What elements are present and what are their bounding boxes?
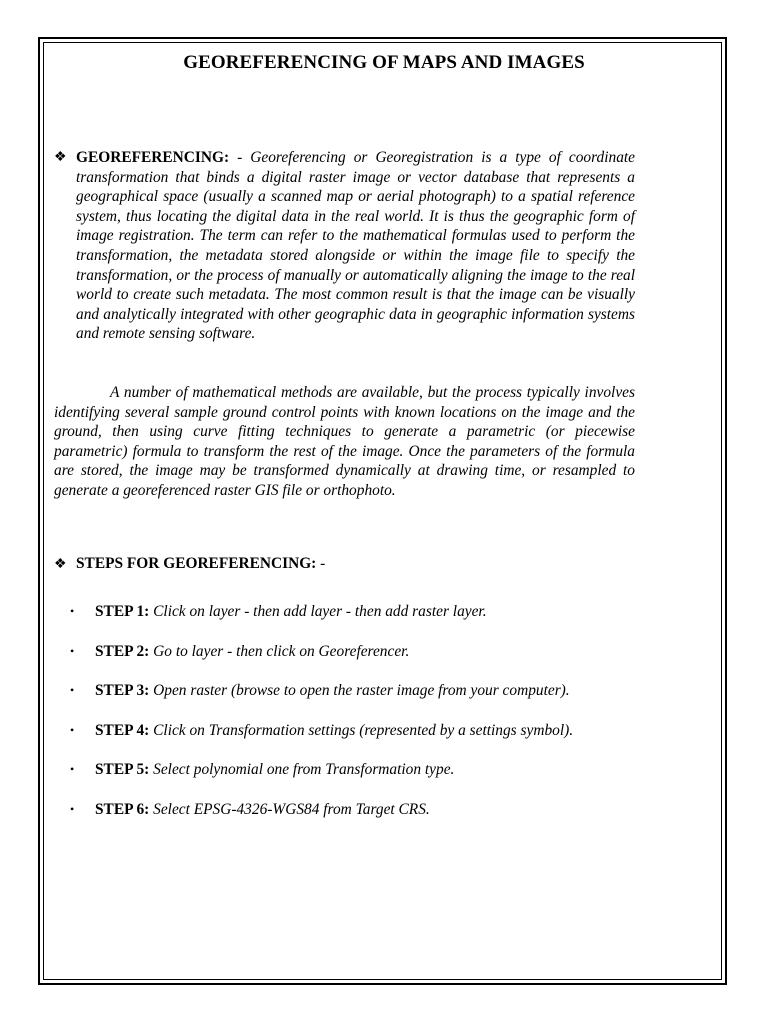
- step-label: STEP 1:: [95, 603, 150, 620]
- step-label: STEP 4:: [95, 721, 150, 739]
- bullet-dot-icon: •: [70, 722, 75, 737]
- step-label: STEP 5:: [95, 761, 150, 778]
- step-text: Open raster (browse to open the raster image from your computer).: [149, 682, 570, 699]
- step-label: STEP 2:: [95, 642, 150, 660]
- step-text: Go to layer - then click on Georeferencer.: [149, 642, 410, 660]
- step-label: STEP 3:: [95, 682, 150, 699]
- diamond-bullet-icon: ❖: [54, 150, 67, 165]
- definition-paragraph: [76, 148, 635, 344]
- bullet-dot-icon: •: [70, 762, 75, 776]
- steps-heading-label: STEPS FOR GEOREFERENCING:: [76, 555, 317, 572]
- step-label: STEP 6:: [95, 800, 150, 818]
- steps-heading-suffix: -: [316, 555, 326, 572]
- steps-heading: [54, 554, 325, 575]
- diamond-bullet-icon: ❖: [54, 557, 67, 572]
- step-text: Select EPSG-4326-WGS84 from Target CRS.: [149, 800, 430, 818]
- definition-text: Georeferencing or Georegistration is a type of coordinate transformation that binds a digital raster image or vector database that represents a geographical space (usually a scanned map or aerial photograph) to a spatial reference system, thus locating the digital data in the real world. It is thus the geographic form of image registration. The term can refer to the mathematical formulas used to perform the transformation, the metadata stored alongside or within the image file to specify the transformation, or the process of manually or automatically aligning the image to the real world to create such metadata. The most common result is that the image can be visually and analytically integrated with other geographic data in geographic information systems and remote sensing software.: [76, 149, 635, 343]
- definition-separator: -: [229, 149, 251, 166]
- steps-list: [70, 592, 635, 829]
- list-item-step-6: [70, 790, 635, 830]
- bullet-dot-icon: •: [70, 683, 75, 697]
- list-item-step-1: [70, 592, 635, 632]
- definition-lead: GEOREFERENCING:: [76, 149, 230, 166]
- step-text: Select polynomial one from Transformation type.: [149, 761, 455, 778]
- page-title: GEOREFERENCING OF MAPS AND IMAGES: [183, 52, 585, 73]
- methods-paragraph: A number of mathematical methods are available, but the process typically involves identifying several sample ground control points with known locations on the image and the ground, then using curve fitting techniques to generate a parametric (or piecewise parametric) formula to transform the rest of the image. Once the parameters of the formula are stored, the image may be transformed dynamically at drawing time, or resampled to generate a georeferenced raster GIS file or orthophoto.: [54, 384, 635, 499]
- step-text: Click on Transformation settings (represented by a settings symbol).: [149, 721, 574, 739]
- list-item-step-3: [70, 671, 635, 711]
- bullet-dot-icon: •: [70, 643, 75, 658]
- bullet-dot-icon: •: [70, 801, 75, 816]
- bullet-dot-icon: •: [70, 604, 75, 618]
- list-item-step-2: [70, 632, 635, 672]
- list-item-step-5: [70, 750, 635, 790]
- list-item-step-4: [70, 711, 635, 751]
- step-text: Click on layer - then add layer - then add raster layer.: [149, 603, 487, 620]
